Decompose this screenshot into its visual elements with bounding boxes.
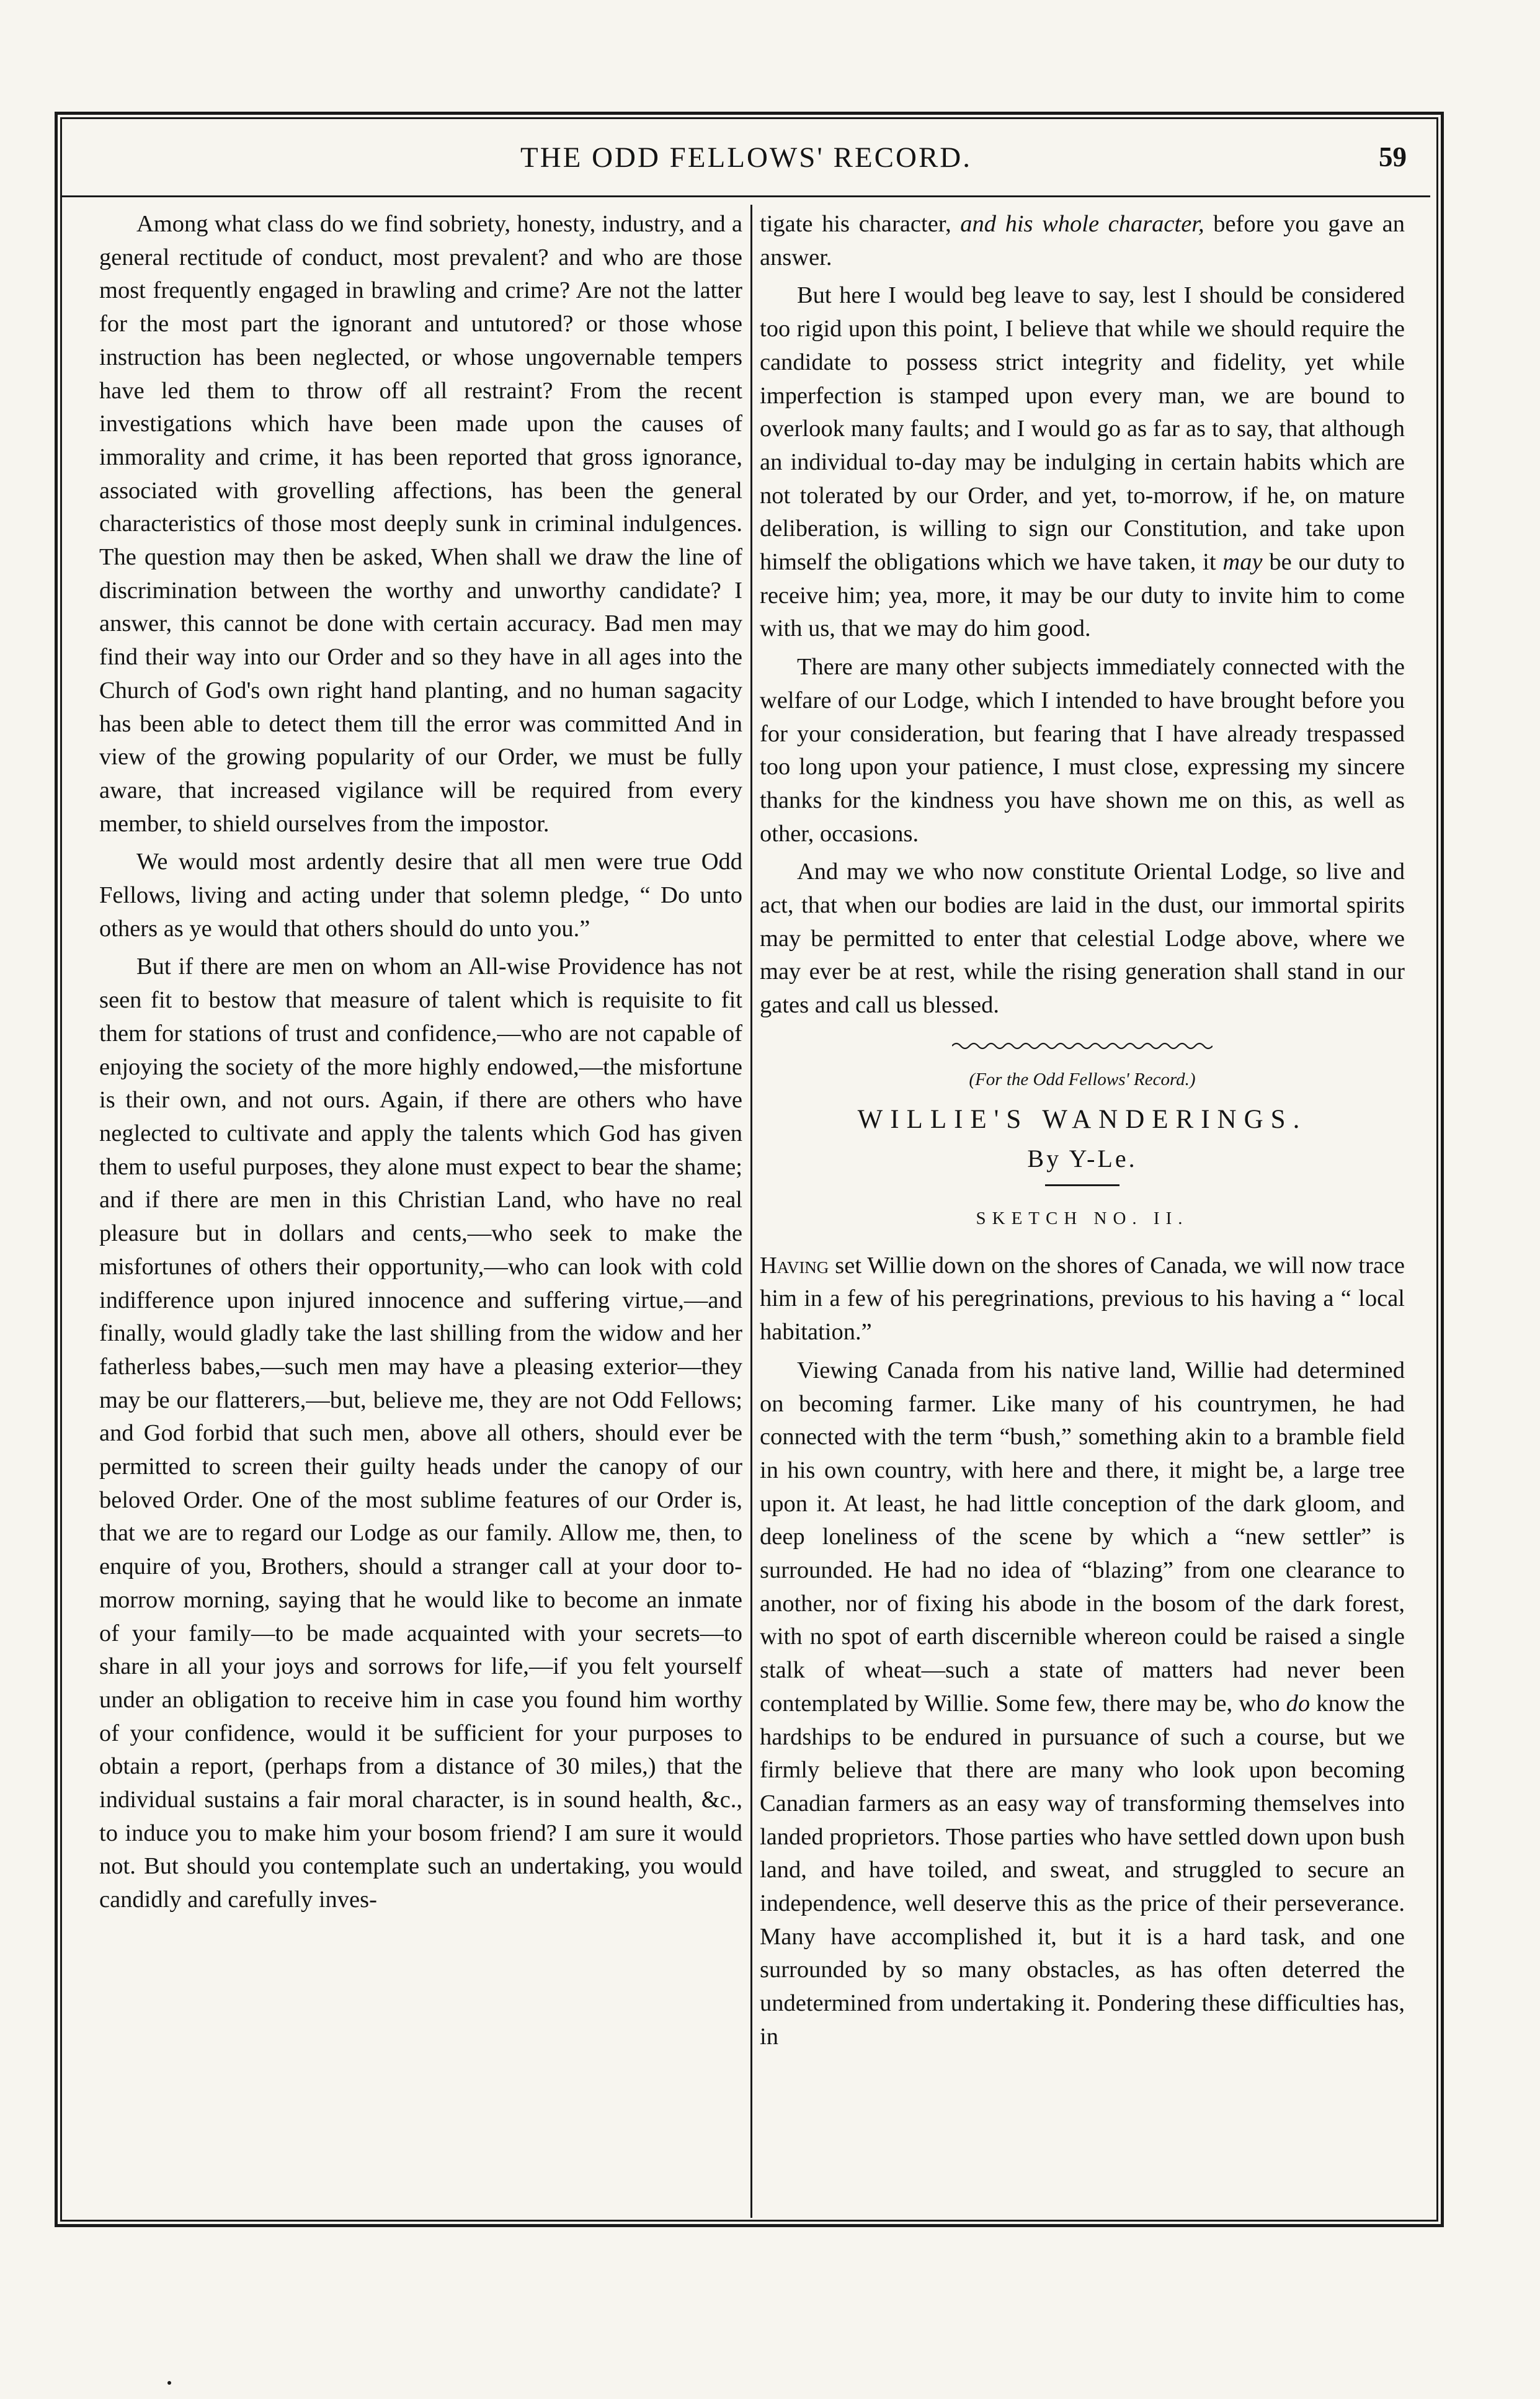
paragraph	[760, 208, 1405, 274]
story-title: WILLIE'S WANDERINGS.	[857, 1104, 1307, 1134]
paragraph: We would most ardently desire that all men were true Odd Fellows, living and acting under that solemn pledge, “ Do unto others as ye would that others should do unto you.”	[99, 849, 742, 942]
paragraph: There are many other subjects immediately connected with the welfare of our Lodge, which I intended to have brought before you for your consideration, but fearing that I have already trespassed too long upon your patience, I must close, expressing my sincere thanks for the kindness you have shown me on this, as well as other, occasions.	[760, 654, 1405, 847]
byline: By Y-Le.	[1027, 1145, 1137, 1173]
sketch-heading: SKETCH NO. II.	[976, 1208, 1189, 1228]
running-title: THE ODD FELLOWS' RECORD.	[520, 141, 972, 174]
emphasis-text: and his whole character,	[960, 211, 1204, 237]
text-run: But here I would beg leave to say, lest I should be considered too rigid upon this point, I believe that while we should require the candidate to possess strict integrity and fidelity, yet while imperfection is stamped upon every man, we are bound to overlook many faults; and I would go as far as to say, that although an individual to-day may be indulging in certain habits which are not tolerated by our Order, and yet, to-morrow, if he, on mature deliberation, is willing to sign our Constitution, and take upon himself the obligations which we have taken, it	[760, 282, 1405, 576]
text-run: be our duty to receive him; yea, more, it may be our duty to invite him to come with us, that we may do him good.	[760, 549, 1405, 642]
paragraph	[760, 1249, 1405, 1349]
paragraph: But if there are men on whom an All-wise Providence has not seen fit to bestow that measure of talent which is requisite to fit them for stations of trust and confidence,—who are not capable of enjoying the society of the more highly endowed,—the misfortune is their own, and not ours. Again, if there are others who have neglected to cultivate and apply the talents which God has given them to useful purposes, they alone must expect to bear the shame; and if there are men in this Christian Land, who have no real pleasure but in dollars and cents,—who seek to make the misfortunes of others their opportunity,—who can look with cold indifference upon injured innocence and suffering virtue,—and finally, would gladly take the last shilling from the widow and her fatherless babes,—such men may have a pleasing exterior—they may be our flatterers,—but, believe me, they are not Odd Fellows; and God forbid that such men, above all others, should ever be permitted to screen their guilty heads under the canopy of our beloved Order. One of the most sublime features of our Order is, that we are to regard our Lodge as our family. Allow me, then, to enquire of you, Brothers, should a stranger call at your door to-morrow morning, saying that he would like to become an inmate of your family—to be made acquainted with your secrets—to share in all your joys and sorrows for life,—if you felt yourself under an obligation to receive him in case you found him worthy of your confidence, would it be sufficient for your purposes to obtain a report, (perhaps from a distance of 30 miles,) that the individual sustains a fair moral character, is in sound health, &c., to induce you to make him your bosom friend? I am sure it would not. But should you contemplate such an undertaking, you would candidly and carefully inves-	[99, 954, 742, 1913]
paragraph: Among what class do we find sobriety, honesty, industry, and a general rectitude of conduct, most prevalent? and who are those most frequently engaged in brawling and crime? Are not the latter for the most part the ignorant and untutored? or those whose instruction has been neglected, or whose ungovernable tempers have led them to throw off all restraint? From the recent investigations which have been made upon the causes of immorality and crime, it has been reported that gross ignorance, associated with grovelling affections, has been the general characteristics of those most deeply sunk in criminal indulgences. The question may then be asked, When shall we draw the line of discrimination between the worthy and unworthy candidate? I answer, this cannot be done with certain accuracy. Bad men may find their way into our Order and so they have in all ages into the Church of God's own right hand planting, and no human sagacity has been able to detect them till the error was committed And in view of the growing popularity of our Order, we must be fully aware, that increased vigilance will be required from every member, to shield ourselves from the impostor.	[99, 211, 742, 837]
running-head	[62, 127, 1430, 197]
text-run: tigate his character,	[760, 211, 961, 237]
left-column	[99, 208, 742, 2212]
text-run: set Willie down on the shores of Canada, we will now trace him in a few of his peregrinations, previous to his having a “ local habitation.”	[760, 1252, 1405, 1346]
lead-word: Having	[760, 1252, 829, 1279]
paragraph	[760, 1354, 1405, 2054]
paragraph: And may we who now constitute Oriental Lodge, so live and act, that when our bodies are laid in the dust, our immortal spirits may be permitted to enter that celestial Lodge above, where we may ever be at rest, while the rising generation shall stand in our gates and call us blessed.	[760, 859, 1405, 1019]
attribution-note: (For the Odd Fellows' Record.)	[969, 1069, 1196, 1089]
text-run: know the hardships to be endured in pursuance of such a course, but we firmly believe that there are many who look upon becoming Canadian farmers as an easy way of transforming themselves into landed proprietors. Those parties who have settled down upon bush land, and have toiled, and sweat, and struggled to secure an independence, well deserve this as the price of their perseverance. Many have accomplished it, but it is a hard task, and one surrounded by so many obstacles, as has often deterred the undetermined from undertaking it. Pondering these difficulties has, in	[760, 1690, 1405, 2050]
right-column	[760, 208, 1405, 2212]
text-run: before you gave an answer.	[760, 211, 1405, 270]
ink-speck	[167, 2381, 171, 2385]
text-run: Viewing Canada from his native land, Willie had determined on becoming farmer. Like many of his countrymen, he had connected with the term “bush,” something akin to a bramble field in his own country, with here and there, it might be, a large tree upon it. At least, he had little conception of the dark gloom, and deep loneliness of the scene by which a “new settler” is surrounded. He had no idea of “blazing” from one clearance to another, nor of fixing his abode in the bosom of the dark forest, with no spot of earth discernible whereon could be raised a single stalk of wheat—such a state of matters had never been contemplated by Willie. Some few, there may be, who	[760, 1357, 1405, 1717]
column-divider	[750, 205, 752, 2218]
paragraph	[760, 279, 1405, 646]
section-rule	[1045, 1184, 1119, 1186]
page-number: 59	[1379, 141, 1407, 172]
emphasis-text: do	[1286, 1690, 1311, 1717]
emphasis-text: may	[1222, 549, 1263, 576]
wavy-rule-ornament	[952, 1041, 1213, 1051]
